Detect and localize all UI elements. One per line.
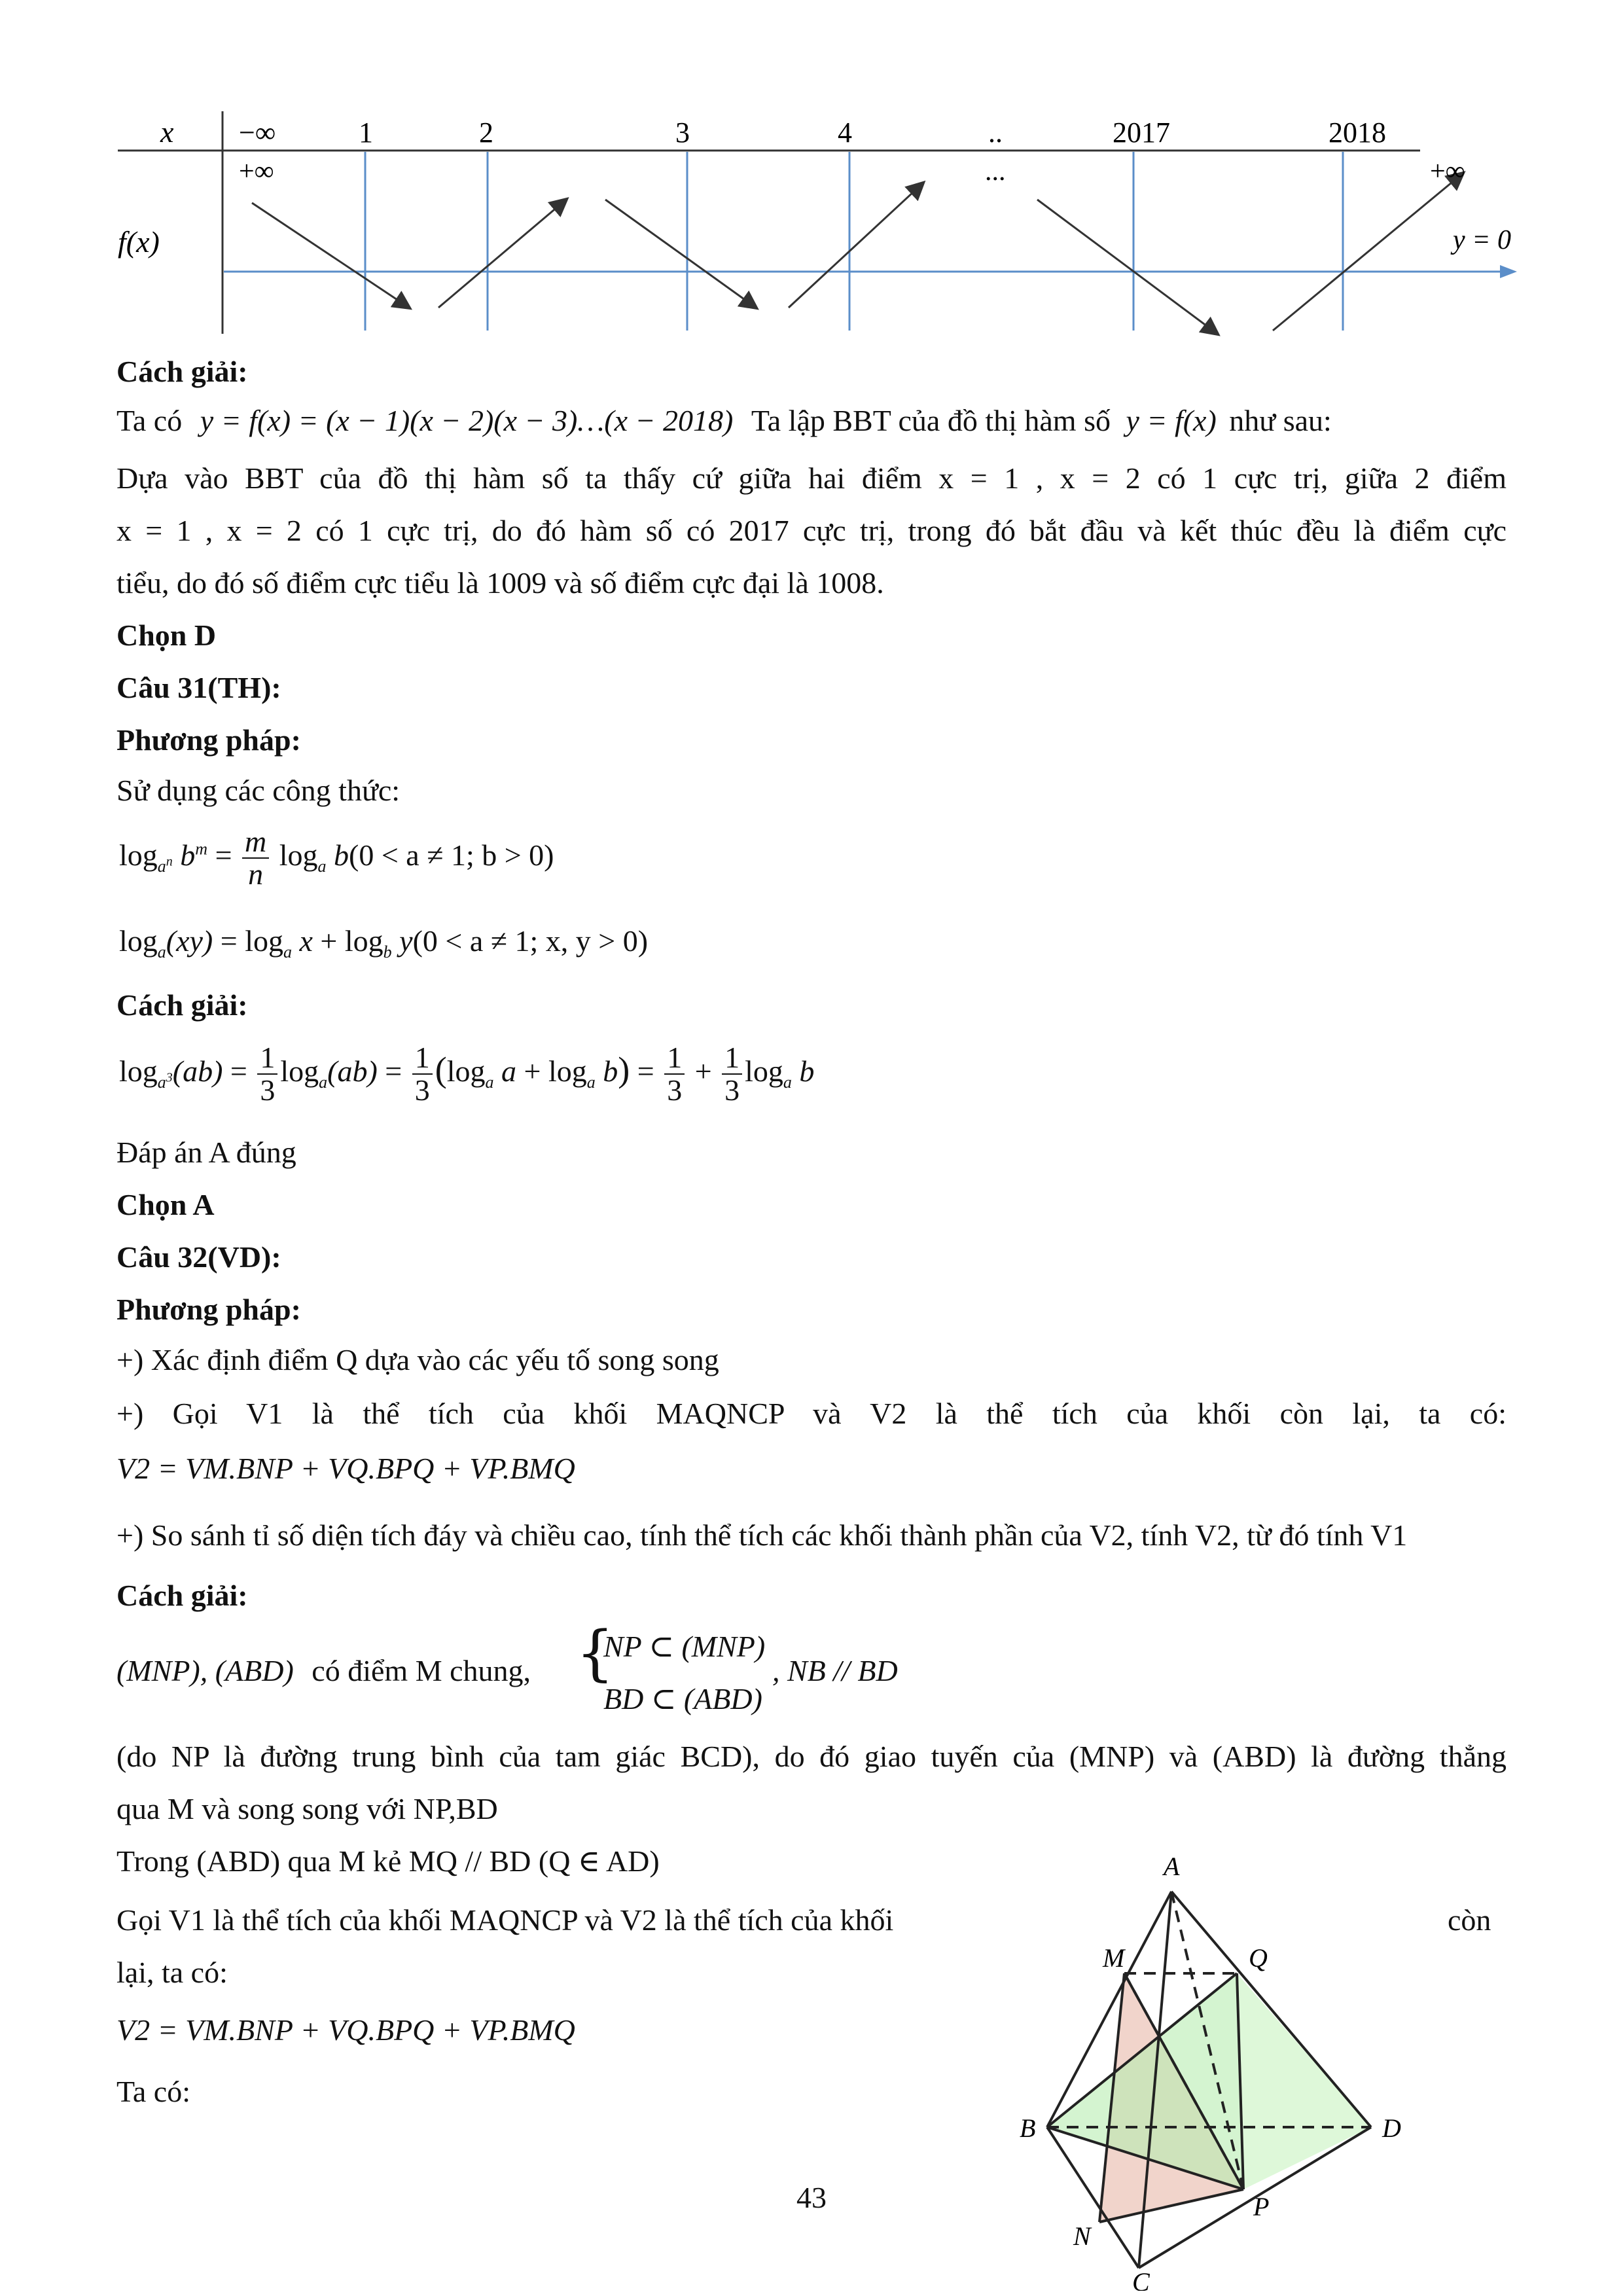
bbt-x-4: 4 <box>838 117 852 149</box>
arrow-up-1 <box>438 200 566 308</box>
arrow-up-2 <box>789 183 923 308</box>
q31-choice: Chọn A <box>116 1188 215 1221</box>
bbt-x-dots: .. <box>988 117 1003 149</box>
q32-sol-line1 <box>116 1653 531 1689</box>
q31-formula2: $\log_a(xy) = \log_a x + \log_b y(0 < a \ne 1$; x, y > 0) <box>119 924 649 962</box>
q32-sys-line1: NP ⊂ (MNP) <box>603 1630 766 1663</box>
page-number: 43 <box>796 2181 827 2214</box>
face-qdp <box>1237 1973 1371 2189</box>
arrow-up-3 <box>1273 173 1463 331</box>
q32-trong-line: Trong (ABD) qua M kẻ MQ // BD (Q ∈ AD) <box>116 1844 660 1878</box>
q31-answer-text: Đáp án A đúng <box>116 1136 296 1169</box>
sec1-line1-end: như sau: <box>1229 404 1332 437</box>
q32-lai-line: lại, ta có: <box>116 1956 228 1989</box>
label-q: Q <box>1249 1943 1268 1973</box>
q31-solution-formula: $\log_{a^3}(ab)$ = $\frac{1}{3}$ $\log_a(ab)$ = $\frac{1}{3}$ ($\log_a$ $a + \log_a b$) = $\frac{1}{3}$ + $\frac{1}{3}$ $\log_a b$ <box>119 1041 815 1107</box>
bbt-dots: ... <box>985 156 1006 187</box>
q31-formula1: $\log_{a^n} b^m$ = $\frac{m}{n}$ $\log_a b(0 < a \ne 1$; b > 0) <box>119 825 554 891</box>
q31-method-text: Sử dụng các công thức: <box>116 774 401 807</box>
sec1-line1-fx: y = f(x) <box>1126 404 1217 437</box>
q31-solution-heading: Cách giải: <box>116 988 248 1022</box>
q32-con-word: còn <box>1448 1903 1491 1937</box>
bbt-y0-label: y = 0 <box>1453 225 1511 255</box>
label-b: B <box>1020 2113 1036 2143</box>
bbt-x-neg-inf: −∞ <box>239 117 276 149</box>
sec1-ta-co: Ta có <box>116 404 183 437</box>
arrow-down-2 <box>605 200 756 308</box>
arrow-down-1 <box>252 203 409 308</box>
q31-formula2-cond: (0 < a ≠ 1; x, y > 0) <box>412 924 649 958</box>
q32-step2: +) Gọi V1 là thể tích của khối MAQNCP và V2 là thể tích của khối còn lại, ta có: <box>116 1397 1507 1430</box>
q32-planes: (MNP), (ABD) <box>116 1654 294 1687</box>
q31-method-heading: Phương pháp: <box>116 723 301 757</box>
sec1-para-line2: x = 1 , x = 2 có 1 cực trị, do đó hàm số có 2017 cực trị, trong đó bắt đầu và kết thúc đều là điểm cực <box>116 514 1507 547</box>
sec1-line1-post: Ta lập BBT của đồ thị hàm số <box>751 404 1111 437</box>
q32-step1: +) Xác định điểm Q dựa vào các yếu tố song song <box>116 1343 719 1376</box>
bbt-arrows <box>252 173 1463 334</box>
q32-goi-line: Gọi V1 là thể tích của khối MAQNCP và V2 là thể tích của khối <box>116 1903 894 1937</box>
bbt-x-2017: 2017 <box>1113 117 1170 149</box>
bbt-x-2: 2 <box>479 117 493 149</box>
q32-sol-line1-text: có điểm M chung, <box>312 1654 531 1687</box>
sec1-para-line1: Dựa vào BBT của đồ thị hàm số ta thấy cứ giữa hai điểm x = 1 , x = 2 có 1 cực trị, giữa 2 điểm <box>116 461 1507 495</box>
label-a: A <box>1164 1852 1180 1881</box>
q32-sys-tail: , NB // BD <box>772 1654 898 1687</box>
bbt-plus-inf-right: +∞ <box>1430 156 1465 187</box>
q32-para-line1: (do NP là đường trung bình của tam giác BCD), do đó giao tuyến của (MNP) và (ABD) là đường thẳng <box>116 1740 1507 1773</box>
label-m: M <box>1103 1943 1125 1973</box>
y0-axis-arrowhead <box>1500 265 1517 278</box>
q31-title: Câu 31(TH): <box>116 671 281 704</box>
q32-title: Câu 32(VD): <box>116 1240 281 1274</box>
q32-sys-line2: BD ⊂ (ABD) <box>603 1682 762 1715</box>
heading-cach-giai-1: Cách giải: <box>116 355 248 388</box>
bbt-plus-inf-left: +∞ <box>239 156 274 187</box>
bbt-column-lines <box>365 152 1343 331</box>
sec1-choice: Chọn D <box>116 619 217 652</box>
sec1-formula: y = f(x) = (x − 1)(x − 2)(x − 3)…(x − 2018) <box>200 404 734 437</box>
tetrahedron-figure <box>1008 1839 1427 2291</box>
bbt-x-label: x <box>160 115 174 149</box>
q31-formula1-cond: (0 < a ≠ 1; b > 0) <box>349 838 554 872</box>
bbt-fx-label: f(x) <box>118 225 160 259</box>
q32-solution-heading: Cách giải: <box>116 1579 248 1612</box>
sec1-line1 <box>116 403 1332 439</box>
q32-ta-co: Ta có: <box>116 2075 191 2108</box>
label-n: N <box>1073 2221 1091 2251</box>
system-brace: { <box>576 1618 615 1688</box>
bbt-x-1: 1 <box>359 117 373 149</box>
label-d: D <box>1382 2113 1401 2143</box>
bbt-x-2018: 2018 <box>1329 117 1386 149</box>
sec1-para-line3: tiểu, do đó số điểm cực tiểu là 1009 và số điểm cực đại là 1008. <box>116 566 884 600</box>
bbt-x-3: 3 <box>675 117 690 149</box>
variation-table <box>111 105 1518 340</box>
arrow-down-3 <box>1037 200 1217 334</box>
q32-v2-formula: V2 = VM.BNP + VQ.BPQ + VP.BMQ <box>116 1452 575 1485</box>
label-c: C <box>1132 2267 1150 2291</box>
label-p: P <box>1253 2192 1270 2221</box>
q32-para-line2: qua M và song song với NP,BD <box>116 1792 498 1825</box>
q32-step3: +) So sánh tỉ số diện tích đáy và chiều cao, tính thể tích các khối thành phần của V2, tính V2, từ đó tính V1 <box>116 1518 1408 1552</box>
q32-v2-formula2: V2 = VM.BNP + VQ.BPQ + VP.BMQ <box>116 2013 575 2047</box>
q32-method-heading: Phương pháp: <box>116 1293 301 1326</box>
